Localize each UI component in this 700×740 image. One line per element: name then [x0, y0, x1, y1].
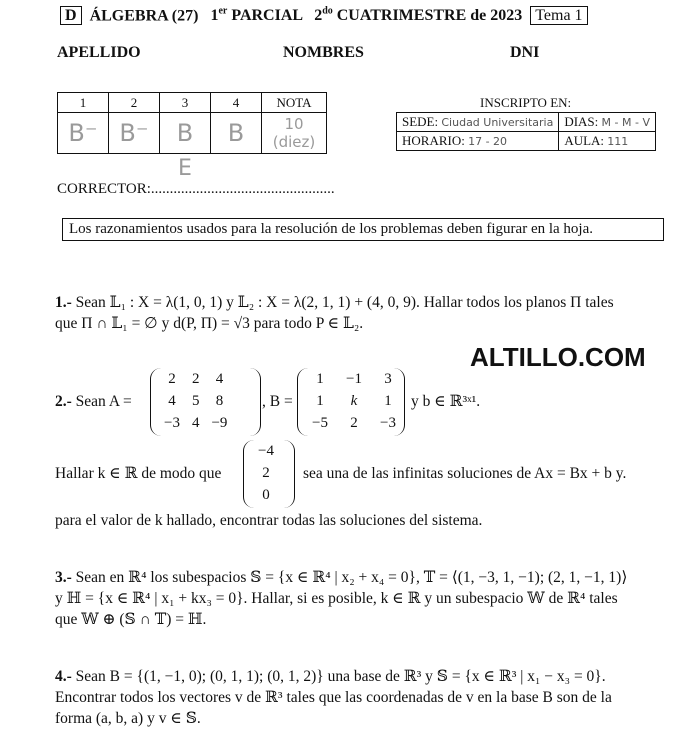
aula-value: 111 [607, 135, 629, 148]
problem-2-comma-b: , B = [262, 393, 293, 410]
grade-header-3: 3 [160, 93, 211, 113]
grade-value-2: B⁻ [109, 113, 160, 154]
grade-value-3: B [160, 113, 211, 154]
exam-header [60, 6, 588, 25]
problem-2-tail: y b ∈ ℝ³ˣ¹. [411, 393, 481, 410]
altillo-watermark: ALTILLO.COM [470, 342, 646, 372]
matrix-b-right-paren [394, 368, 405, 436]
problem-1 [55, 292, 614, 334]
problem-3-line-2: y ℍ = {x ∈ ℝ⁴ | x₁ + kx₃ = 0}. Hallar, si es posible, k ∈ ℝ y un subespacio 𝕎 de ℝ⁴ tales [55, 590, 618, 607]
horario-cell: HORARIO: 17 - 20 [397, 132, 559, 151]
inscripto-table [396, 112, 656, 151]
sede-cell: SEDE: Ciudad Universitaria [397, 113, 559, 132]
corrector-mark: E [178, 156, 192, 181]
horario-value: 17 - 20 [468, 135, 508, 148]
grade-value-4: B [211, 113, 262, 154]
problem-2-sean-a: Sean A = [75, 393, 132, 410]
problem-3-line-1: Sean en ℝ⁴ los subespacios 𝕊 = {x ∈ ℝ⁴ | x₂ + x₄ = 0}, 𝕋 = ⟨(1, −3, 1, −1); (2, 1, −1, 1)⟩ [75, 569, 628, 586]
subject-title: ÁLGEBRA (27) [89, 7, 199, 25]
problem-2-line-3: para el valor de k hallado, encontrar todas las soluciones del sistema. [55, 512, 483, 529]
corrector-dots: ................................................. [150, 181, 335, 197]
problem-4 [55, 666, 612, 729]
dias-value: M - M - V [601, 116, 650, 129]
problem-1-line-1: Sean 𝕃₁ : X = λ(1, 0, 1) y 𝕃₂ : X = λ(2, 1, 1) + (4, 0, 9). Hallar todos los planos Π tales [75, 294, 614, 311]
problem-4-number: 4.- [55, 668, 72, 685]
problem-1-line-2: que Π ∩ 𝕃₁ = ∅ y d(P, Π) = √3 para todo P ∈ 𝕃₂. [55, 315, 364, 332]
grade-value-nota: 10 (diez) [262, 113, 327, 154]
sede-value: Ciudad Universitaria [441, 116, 554, 129]
grade-value-1: B⁻ [58, 113, 109, 154]
grade-header-4: 4 [211, 93, 262, 113]
matrix-a-right-paren [250, 368, 261, 436]
apellido-label: APELLIDO [57, 44, 141, 61]
problem-2-intro [55, 391, 132, 412]
tema-letter-box: D [60, 6, 82, 25]
parcial-label: 1er PARCIAL [210, 6, 303, 25]
grade-header-nota: NOTA [262, 93, 327, 113]
corrector-line [57, 181, 335, 198]
problem-3 [55, 567, 627, 630]
aula-cell: AULA: 111 [559, 132, 656, 151]
nombres-label: NOMBRES [283, 44, 364, 61]
problem-2-hallar: Hallar k ∈ ℝ de modo que [55, 465, 222, 482]
grades-table [57, 92, 327, 154]
problem-1-number: 1.- [55, 294, 72, 311]
problem-3-number: 3.- [55, 569, 72, 586]
corrector-label: CORRECTOR: [57, 181, 151, 197]
problem-4-line-3: forma (a, b, a) y v ∈ 𝕊. [55, 710, 201, 727]
dias-cell: DIAS: M - M - V [559, 113, 656, 132]
matrix-b: 1 −1 3 1 k 1 −5 2 −3 [312, 370, 396, 431]
instructions-note: Los razonamientos usados para la resolución de los problemas deben figurar en la hoja. [62, 218, 664, 241]
problem-3-line-3: que 𝕎 ⊕ (𝕊 ∩ 𝕋) = ℍ. [55, 611, 207, 628]
tema-label-box: Tema 1 [530, 6, 587, 25]
dni-label: DNI [510, 44, 540, 61]
grade-header-1: 1 [58, 93, 109, 113]
inscripto-title: INSCRIPTO EN: [480, 95, 572, 110]
cuatrimestre-label: $2^{do}$ CUATRIMESTRE de 2023 [314, 6, 523, 25]
problem-2-number: 2.- [55, 393, 72, 410]
problem-2-hallar-tail: sea una de las infinitas soluciones de Ax = Bx + b y. [303, 465, 627, 482]
problem-4-line-2: Encontrar todos los vectores v de ℝ³ tales que las coordenadas de v en la base B son de la [55, 689, 612, 706]
grade-header-2: 2 [109, 93, 160, 113]
matrix-a: 2 2 4 4 5 8 −3 4 −9 [164, 370, 228, 431]
vector-right-paren [284, 440, 295, 508]
solution-vector: −4 2 0 [258, 442, 274, 503]
problem-4-line-1: Sean B = {(1, −1, 0); (0, 1, 1); (0, 1, 2)} una base de ℝ³ y 𝕊 = {x ∈ ℝ³ | x₁ − x₃ = 0}. [75, 668, 606, 685]
